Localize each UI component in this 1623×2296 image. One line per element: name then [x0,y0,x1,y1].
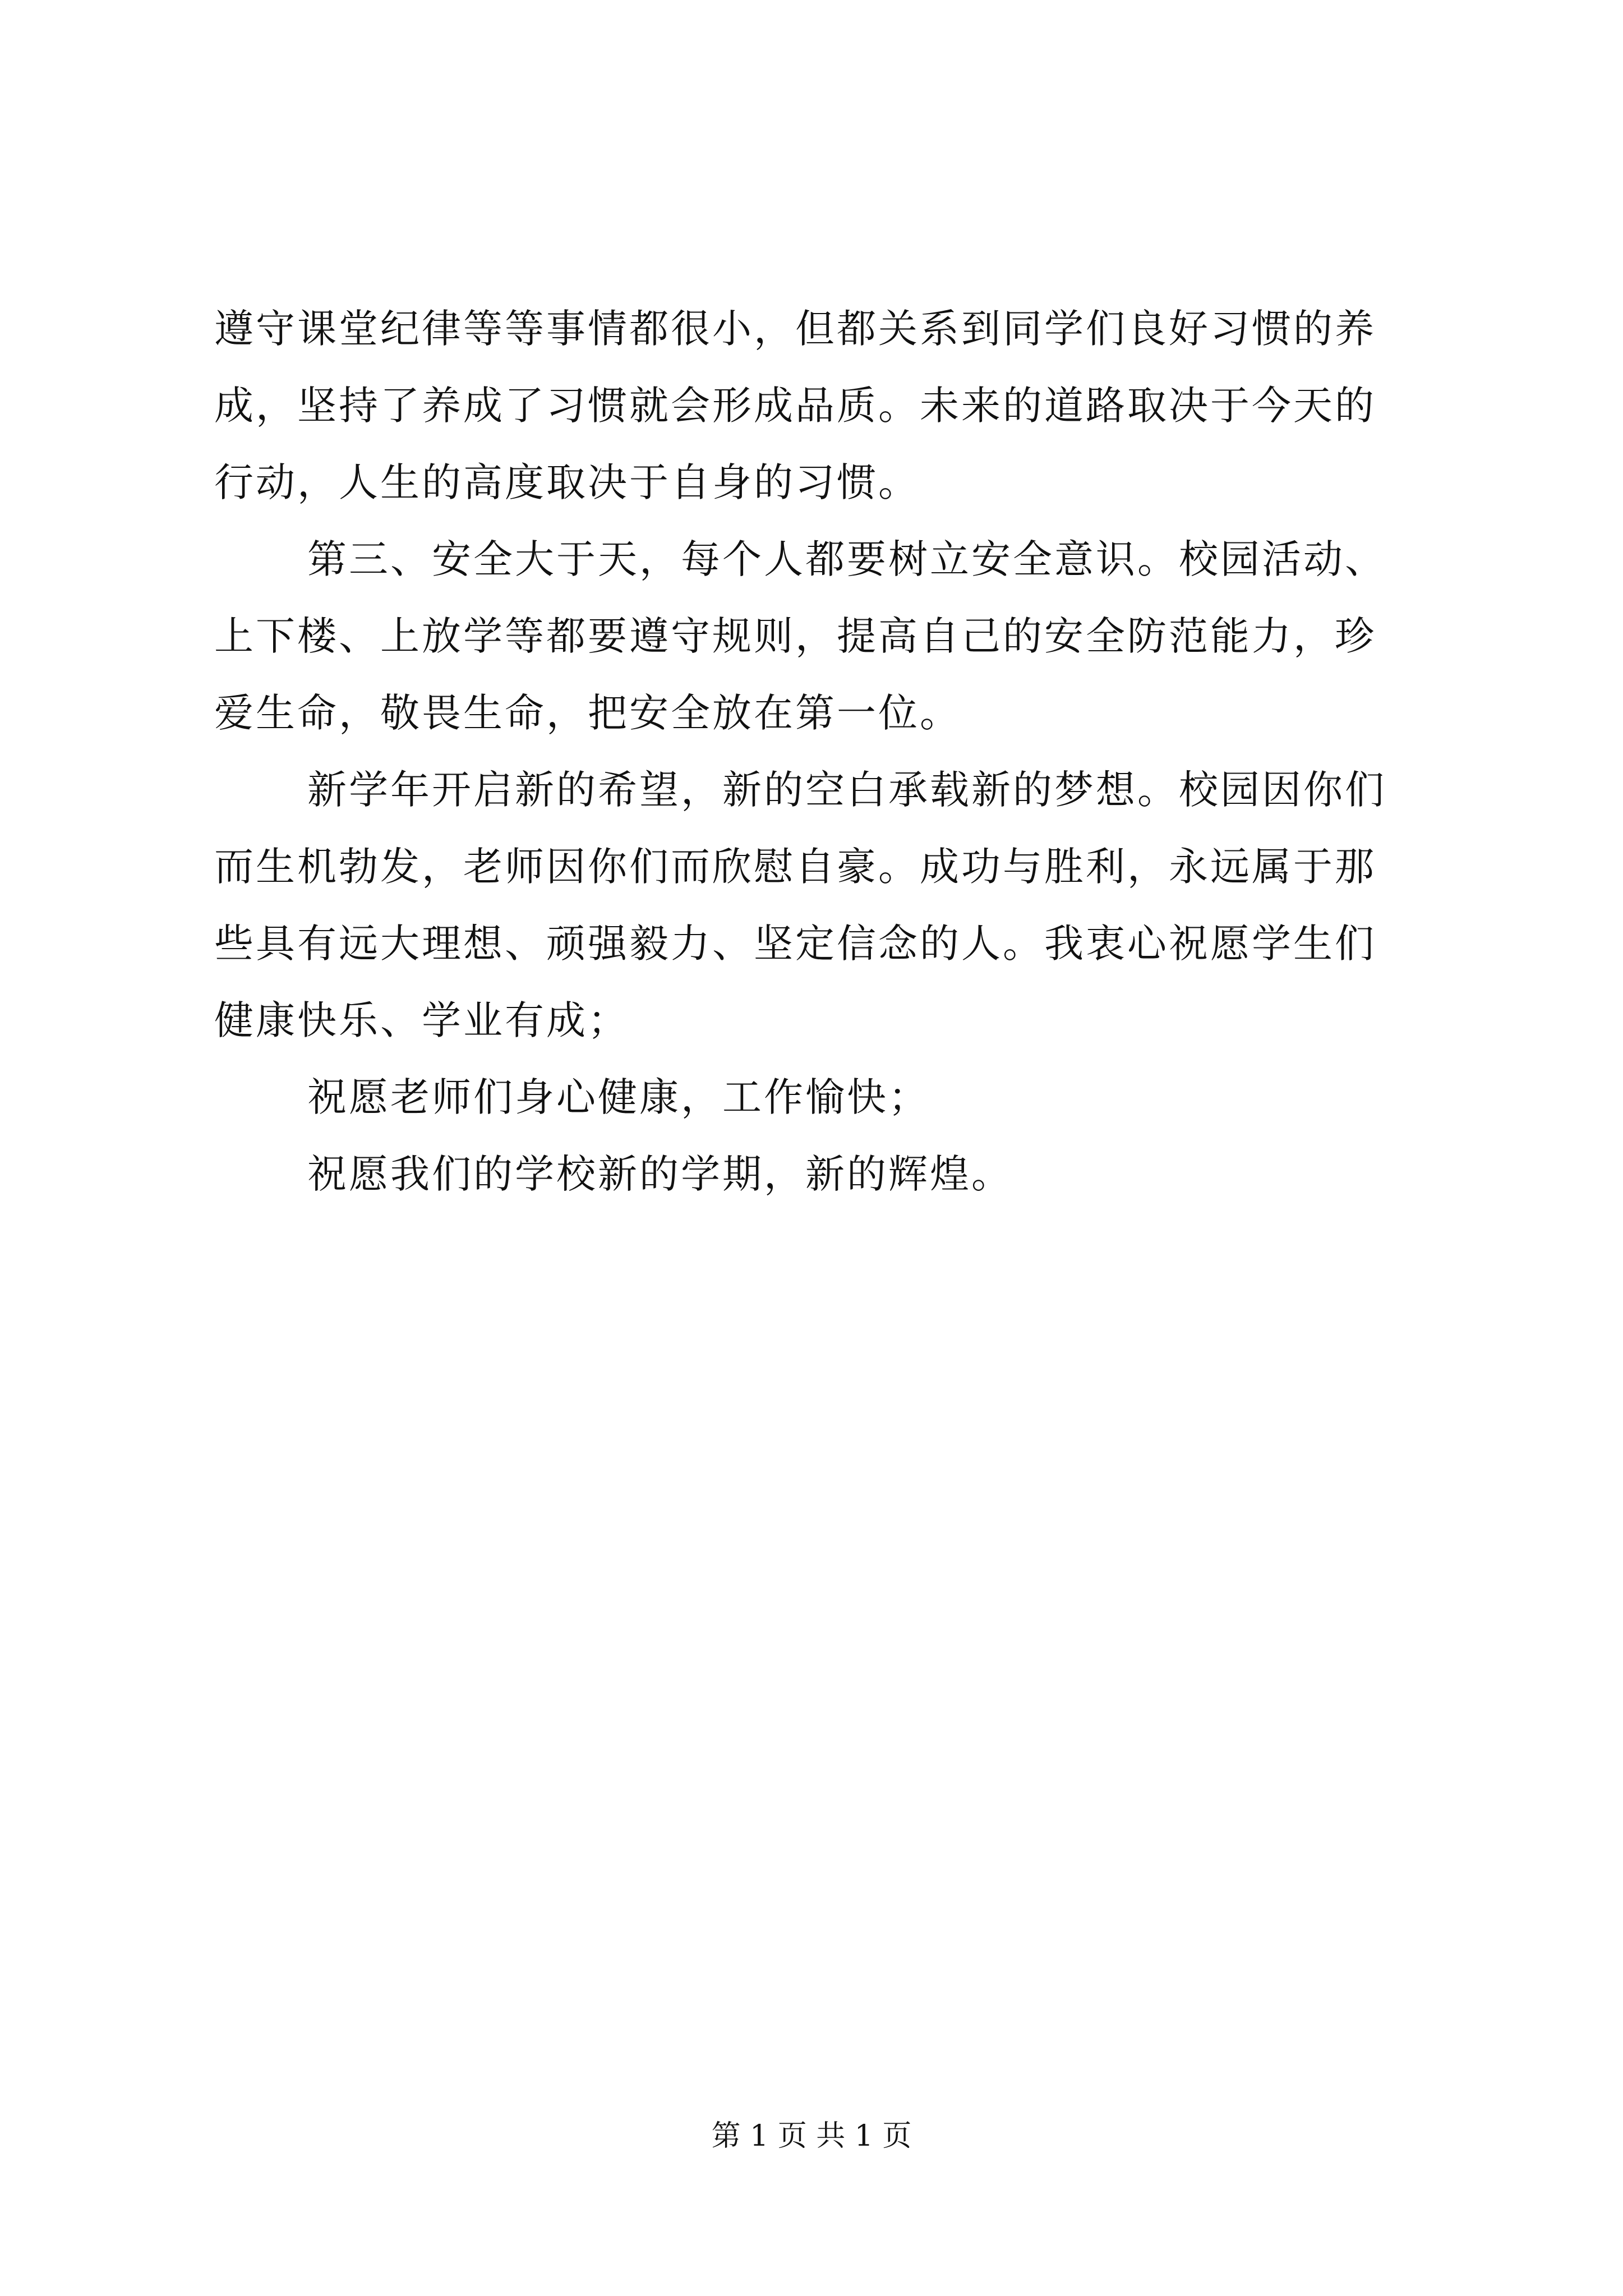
text-line: 成，坚持了养成了习惯就会形成品质。未来的道路取决于今天的 [214,383,1376,429]
text-line: 些具有远大理想、顽强毅力、坚定信念的人。我衷心祝愿学生们 [214,921,1376,967]
text-line: 健康快乐、学业有成； [214,997,629,1043]
paragraph-wish-school [214,1136,1426,1213]
text-line: 而生机勃发，老师因你们而欣慰自豪。成功与胜利，永远属于那 [214,844,1376,890]
paragraph-habits [214,291,1426,521]
text-line: 第三、安全大于天，每个人都要树立安全意识。校园活动、 [307,536,1386,582]
text-line: 祝愿我们的学校新的学期，新的辉煌。 [307,1151,1013,1197]
text-line: 上下楼、上放学等都要遵守规则，提高自己的安全防范能力，珍 [214,613,1376,659]
text-line: 祝愿老师们身心健康，工作愉快； [307,1074,930,1120]
paragraph-wish-teachers [214,1059,1426,1136]
text-line: 遵守课堂纪律等等事情都很小，但都关系到同学们良好习惯的养 [214,306,1376,352]
paragraph-new-year [214,752,1426,1059]
text-line: 新学年开启新的希望，新的空白承载新的梦想。校园因你们 [307,767,1386,813]
text-line: 行动，人生的高度取决于自身的习惯。 [214,459,920,505]
page-footer: 第 1 页 共 1 页 [711,2119,912,2153]
paragraph-safety [214,521,1426,752]
text-line: 爱生命，敬畏生命，把安全放在第一位。 [214,690,961,736]
document-body [214,291,1426,1213]
